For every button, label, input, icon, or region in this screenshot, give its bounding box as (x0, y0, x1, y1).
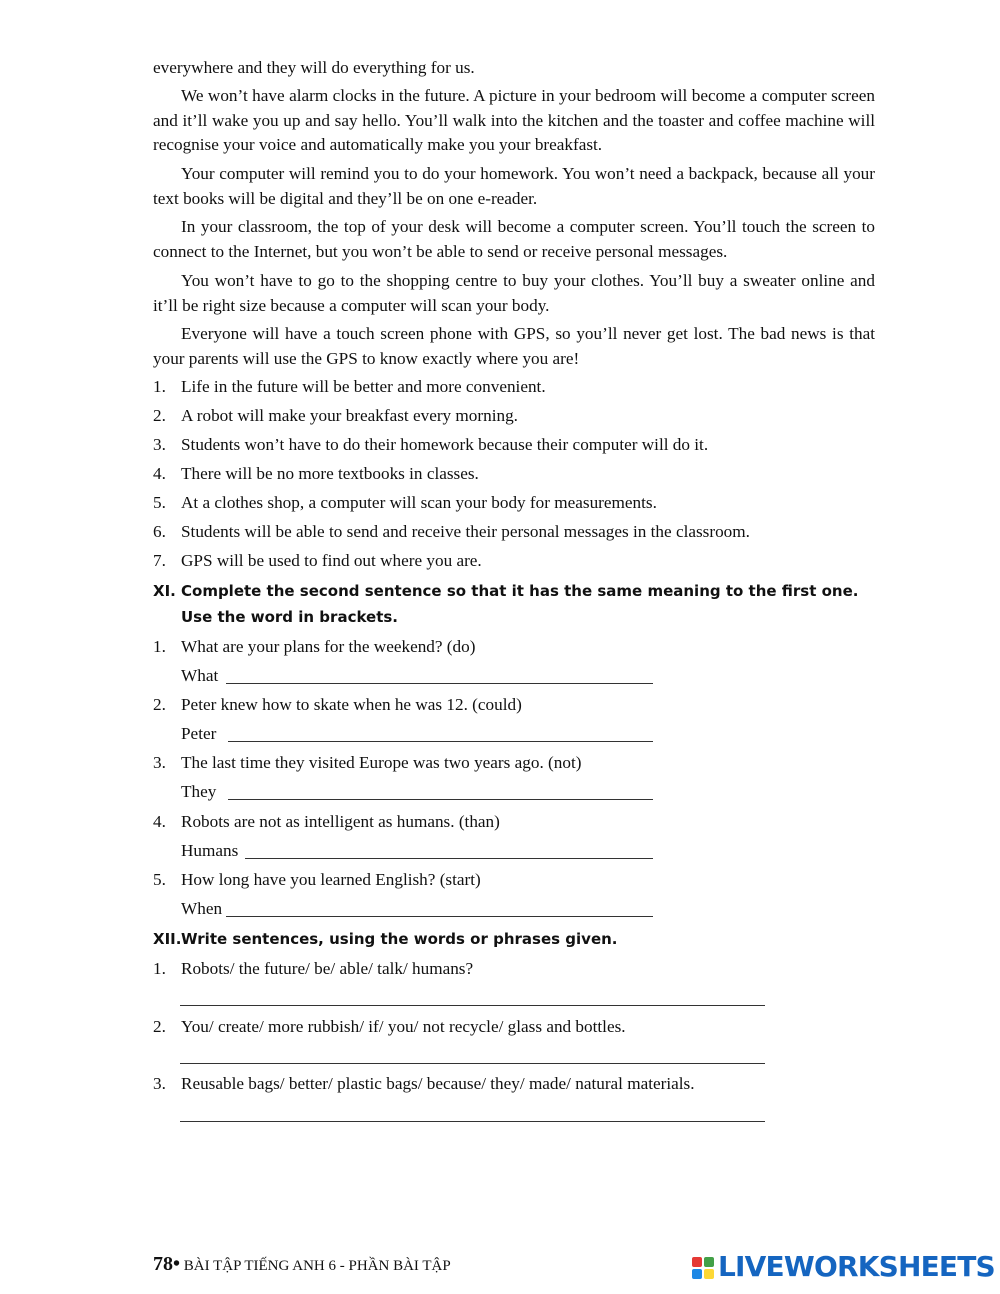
answer-start-word: They (181, 782, 217, 801)
statement-number: 7. (153, 551, 166, 570)
answer-blank[interactable] (180, 1063, 765, 1064)
write-sentence-item (153, 1073, 695, 1095)
rewrite-item (153, 636, 475, 658)
page-footer: 78• BÀI TẬP TIẾNG ANH 6 - PHẦN BÀI TẬP (153, 1253, 451, 1275)
statement-number: 6. (153, 522, 166, 541)
answer-line (181, 898, 222, 920)
answer-line (181, 781, 216, 803)
statement-text: At a clothes shop, a computer will scan your body for measurements. (181, 493, 657, 512)
section-number: XI. (153, 582, 176, 600)
item-number: 4. (153, 812, 166, 831)
passage-paragraph-2: Your computer will remind you to do your homework. You won’t need a backpack, because all your text books will be digital and they’ll be on one e-reader. (153, 164, 875, 208)
statement-item (153, 550, 482, 572)
answer-line (181, 840, 238, 862)
item-prompt: Peter knew how to skate when he was 12. (could) (181, 695, 522, 714)
rewrite-item (153, 869, 481, 891)
passage-paragraph-1: We won’t have alarm clocks in the future. A picture in your bedroom will become a computer screen and it’ll wake you up and say hello. You’ll walk into the kitchen and the toaster and coffee machine will recognise your voice and automatically make you your breakfast. (153, 86, 875, 154)
item-number: 3. (153, 1074, 166, 1093)
item-prompt: Robots/ the future/ be/ able/ talk/ humans? (181, 959, 474, 978)
statement-text: Life in the future will be better and more convenient. (181, 377, 546, 396)
section-title: Write sentences, using the words or phrases given. (181, 930, 618, 948)
write-sentence-item (153, 1016, 626, 1038)
answer-start-word: What (181, 666, 219, 685)
item-number: 2. (153, 1017, 166, 1036)
page-number: 78 (153, 1253, 173, 1275)
item-number: 3. (153, 753, 166, 772)
answer-start-word: Humans (181, 841, 239, 860)
section-xii-heading (153, 926, 875, 952)
passage-paragraph-3: In your classroom, the top of your desk will become a computer screen. You’ll touch the screen to connect to the Internet, but you won’t be able to send or receive personal messages. (153, 217, 875, 261)
passage-paragraph-0: everywhere and they will do everything for us. (153, 58, 475, 77)
section-number: XII. (153, 930, 182, 948)
answer-start-word: Peter (181, 724, 217, 743)
item-prompt: How long have you learned English? (start) (181, 870, 481, 889)
statement-item (153, 376, 546, 398)
answer-blank[interactable] (180, 1121, 765, 1122)
statement-text: There will be no more textbooks in classes. (181, 464, 479, 483)
item-number: 1. (153, 959, 166, 978)
item-prompt: Robots are not as intelligent as humans. (than) (181, 812, 500, 831)
answer-blank[interactable] (226, 916, 653, 917)
passage-paragraph-5: Everyone will have a touch screen phone with GPS, so you’ll never get lost. The bad news is that your parents will use the GPS to know exactly where you are! (153, 324, 875, 368)
statement-number: 3. (153, 435, 166, 454)
write-sentence-item (153, 958, 473, 980)
answer-line (181, 723, 216, 745)
statement-item (153, 434, 708, 456)
answer-line (181, 665, 218, 687)
item-prompt: Reusable bags/ better/ plastic bags/ because/ they/ made/ natural materials. (181, 1074, 695, 1093)
item-prompt: What are your plans for the weekend? (do) (181, 637, 476, 656)
statement-text: Students will be able to send and receive their personal messages in the classroom. (181, 522, 750, 541)
answer-blank[interactable] (245, 858, 653, 859)
rewrite-item (153, 811, 500, 833)
statement-text: Students won’t have to do their homework because their computer will do it. (181, 435, 709, 454)
answer-blank[interactable] (228, 741, 653, 742)
section-title: Complete the second sentence so that it has the same meaning to the first one. Use the word in brackets. (181, 582, 859, 626)
statement-item (153, 405, 518, 427)
statement-item (153, 492, 657, 514)
statement-number: 4. (153, 464, 166, 483)
statement-item (153, 521, 750, 543)
item-prompt: The last time they visited Europe was two years ago. (not) (181, 753, 582, 772)
answer-blank[interactable] (226, 683, 653, 684)
logo-mark-icon (692, 1257, 716, 1281)
rewrite-item (153, 694, 522, 716)
passage-paragraph-4: You won’t have to go to the shopping centre to buy your clothes. You’ll buy a sweater online and it’ll be right size because a computer will scan your body. (153, 271, 875, 315)
section-xi-heading (153, 578, 875, 630)
answer-blank[interactable] (180, 1005, 765, 1006)
item-number: 2. (153, 695, 166, 714)
answer-blank[interactable] (228, 799, 653, 800)
statement-number: 5. (153, 493, 166, 512)
book-title: BÀI TẬP TIẾNG ANH 6 - PHẦN BÀI TẬP (183, 1258, 451, 1274)
item-number: 1. (153, 637, 166, 656)
statement-item (153, 463, 479, 485)
statement-text: A robot will make your breakfast every morning. (181, 406, 518, 425)
logo-wordmark: LIVEWORKSHEETS (718, 1250, 995, 1283)
item-number: 5. (153, 870, 166, 889)
statement-text: GPS will be used to find out where you are. (181, 551, 482, 570)
answer-start-word: When (181, 899, 223, 918)
item-prompt: You/ create/ more rubbish/ if/ you/ not recycle/ glass and bottles. (181, 1017, 626, 1036)
statement-number: 2. (153, 406, 166, 425)
rewrite-item (153, 752, 581, 774)
statement-number: 1. (153, 377, 166, 396)
